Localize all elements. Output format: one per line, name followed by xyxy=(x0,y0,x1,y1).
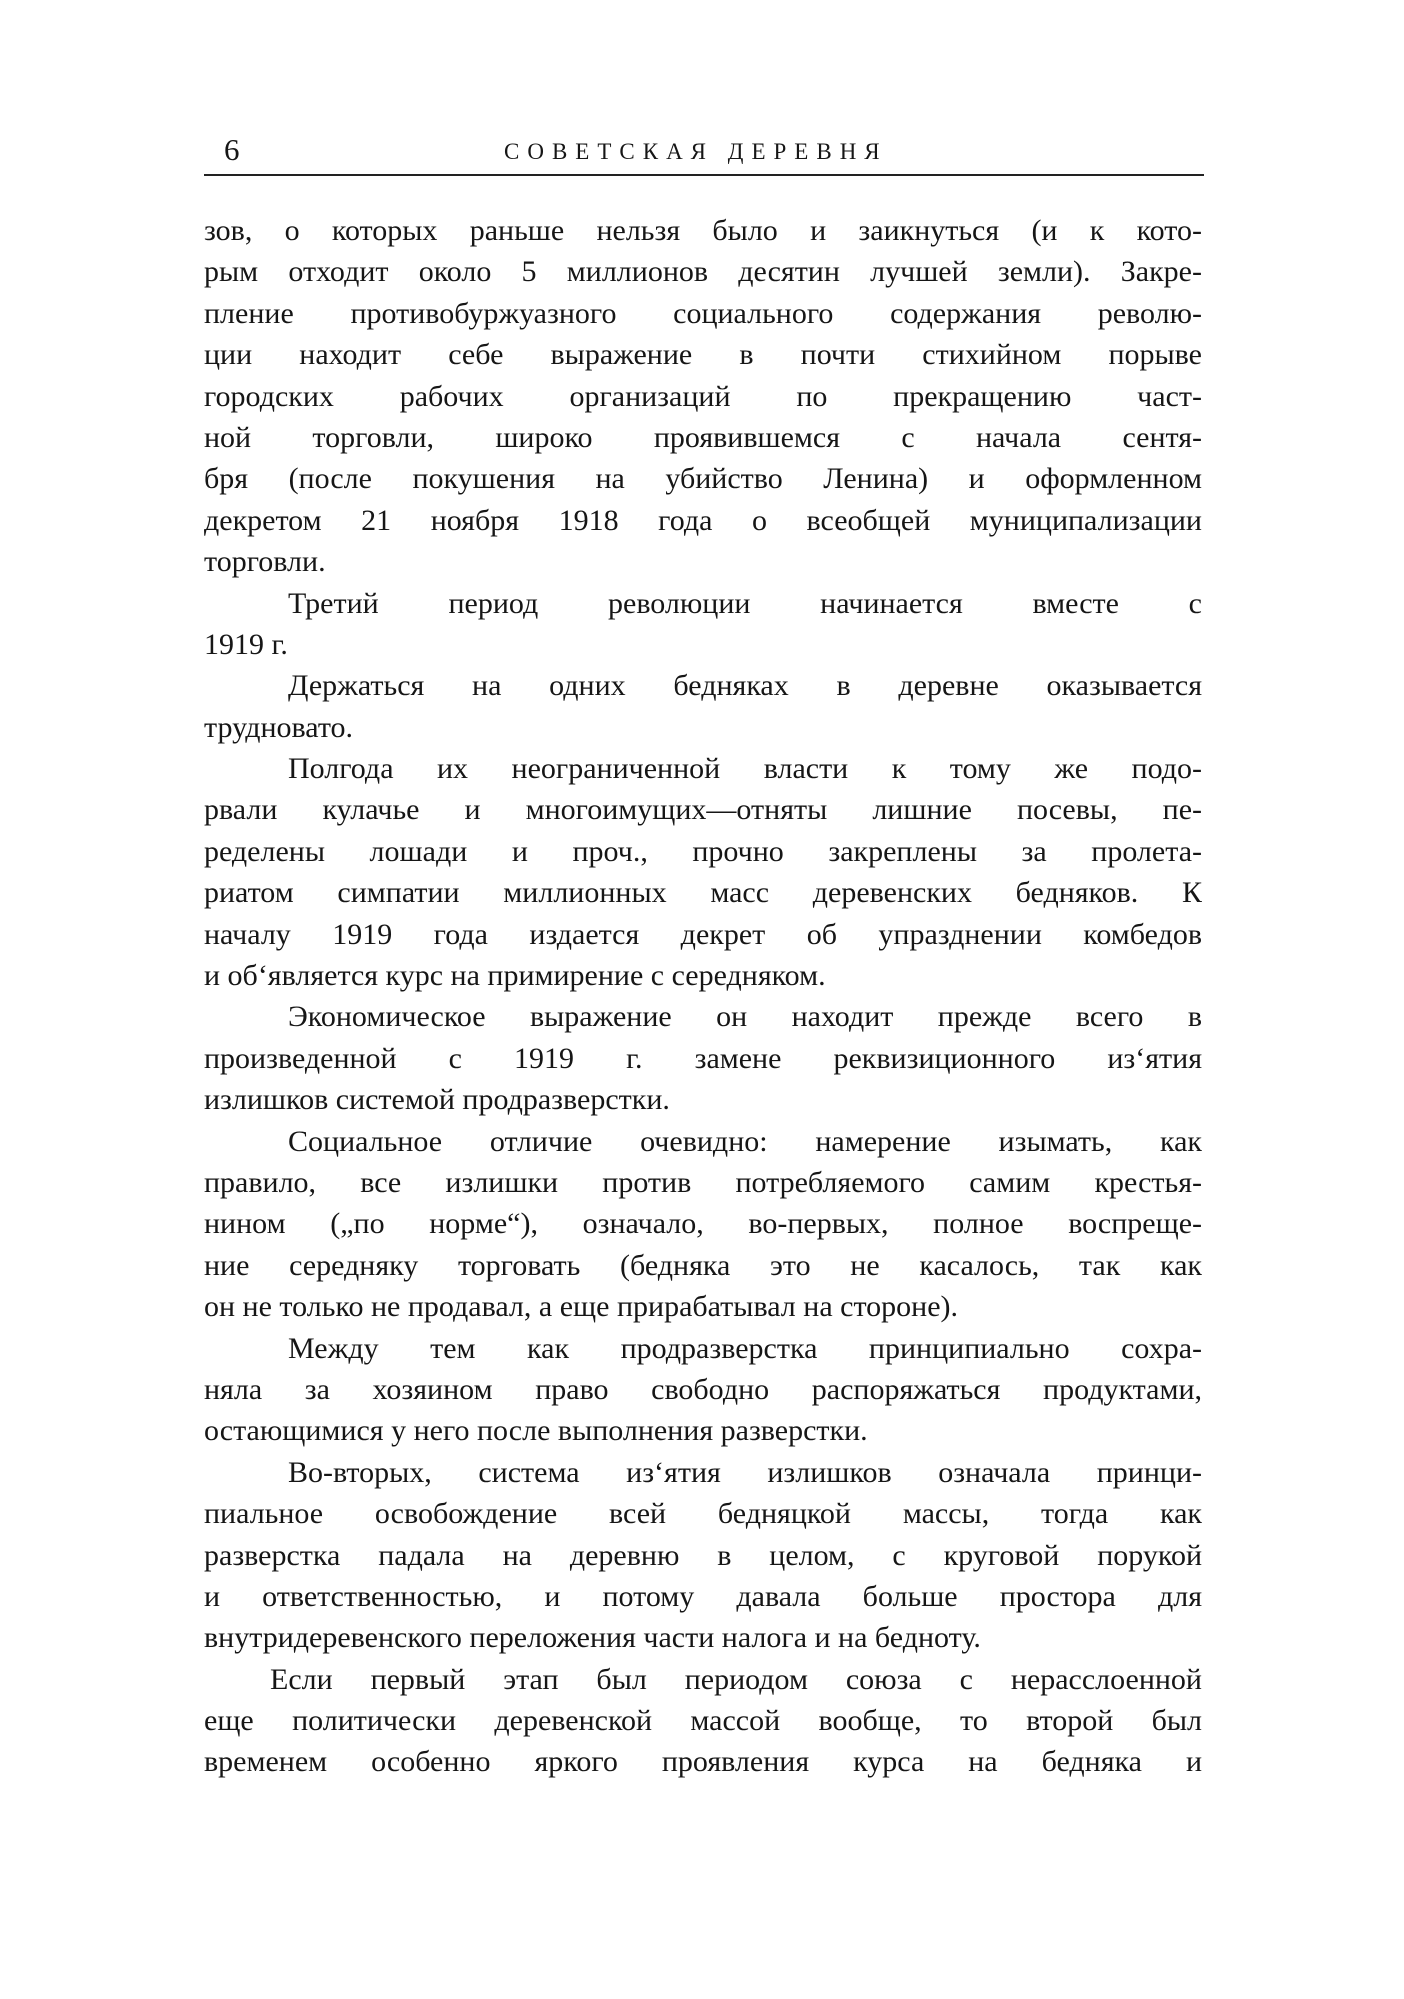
body-text xyxy=(204,210,1202,1783)
text-line: 1919 г. xyxy=(204,627,288,661)
text-line: ции находит себе выражение в почти стихийном порыве xyxy=(204,338,1202,372)
text-line: няла за хозяином право свободно распоряжаться продуктами, xyxy=(204,1372,1202,1406)
text-line: он не только не продавал, а еще прирабатывал на стороне). xyxy=(204,1290,959,1324)
text-line: ной торговли, широко проявившемся с начала сентя- xyxy=(204,420,1202,454)
paragraph-first-line: Между тем как продразверстка принципиально сохра- xyxy=(288,1331,1202,1365)
text-line: рым отходит около 5 миллионов десятин лучшей земли). Закре- xyxy=(204,255,1202,289)
text-line: нином („по норме“), означало, во-первых, полное воспреще- xyxy=(204,1207,1202,1241)
paragraph-first-line: Полгода их неограниченной власти к тому же подо- xyxy=(288,752,1202,786)
text-line: зов, о которых раньше нельзя было и заикнуться (и к кото- xyxy=(204,214,1202,247)
text-line: началу 1919 года издается декрет об упразднении комбедов xyxy=(204,917,1202,951)
paragraph-first-line: Во-вторых, система из‘ятия излишков означала принци- xyxy=(288,1455,1202,1489)
paragraph-first-line: Если первый этап был периодом союза с нерасслоенной xyxy=(270,1662,1202,1696)
running-head xyxy=(204,128,1204,172)
text-line: еще политически деревенской массой вообще, то второй был xyxy=(204,1704,1202,1738)
text-line: правило, все излишки против потребляемого самим крестья- xyxy=(204,1165,1202,1199)
text-line: торговли. xyxy=(204,545,326,579)
header-rule xyxy=(204,174,1204,176)
text-line: ние середняку торговать (бедняка это не касалось, так как xyxy=(204,1248,1202,1282)
text-line: пиальное освобождение всей бедняцкой массы, тогда как xyxy=(204,1497,1202,1531)
text-line: излишков системой продразверстки. xyxy=(204,1083,670,1117)
running-title: СОВЕТСКАЯ ДЕРЕВНЯ xyxy=(504,139,888,164)
text-line: городских рабочих организаций по прекращению част- xyxy=(204,379,1202,413)
paragraph-first-line: Экономическое выражение он находит прежде всего в xyxy=(288,1000,1202,1034)
paragraph-first-line: Держаться на одних бедняках в деревне оказывается xyxy=(288,669,1202,703)
text-line: внутридеревенского переложения части налога и на бедноту. xyxy=(204,1621,981,1655)
text-line: ределены лошади и проч., прочно закреплены за пролета- xyxy=(204,834,1202,868)
text-line: трудновато. xyxy=(204,710,354,744)
text-line: остающимися у него после выполнения разверстки. xyxy=(204,1414,868,1448)
paragraph-first-line: Третий период революции начинается вместе с xyxy=(288,586,1202,620)
text-line: произведенной с 1919 г. замене реквизиционного из‘ятия xyxy=(204,1041,1202,1075)
page-number: 6 xyxy=(224,132,240,167)
paragraph-first-line: Социальное отличие очевидно: намерение изымать, как xyxy=(288,1124,1202,1158)
text-line: декретом 21 ноября 1918 года о всеобщей муниципализации xyxy=(204,503,1202,537)
text-line: и об‘является курс на примирение с середняком. xyxy=(204,959,826,993)
text-line: разверстка падала на деревню в целом, с круговой порукой xyxy=(204,1538,1202,1572)
text-line: риатом симпатии миллионных масс деревенских бедняков. К xyxy=(204,876,1202,910)
text-line: временем особенно яркого проявления курса на бедняка и xyxy=(204,1745,1202,1779)
text-line: и ответственностью, и потому давала больше простора для xyxy=(204,1579,1202,1613)
text-line: рвали кулачье и многоимущих—отняты лишние посевы, пе- xyxy=(204,793,1202,827)
text-line: пление противобуржуазного социального содержания револю- xyxy=(204,296,1202,330)
text-line: бря (после покушения на убийство Ленина) и оформленном xyxy=(204,462,1202,496)
